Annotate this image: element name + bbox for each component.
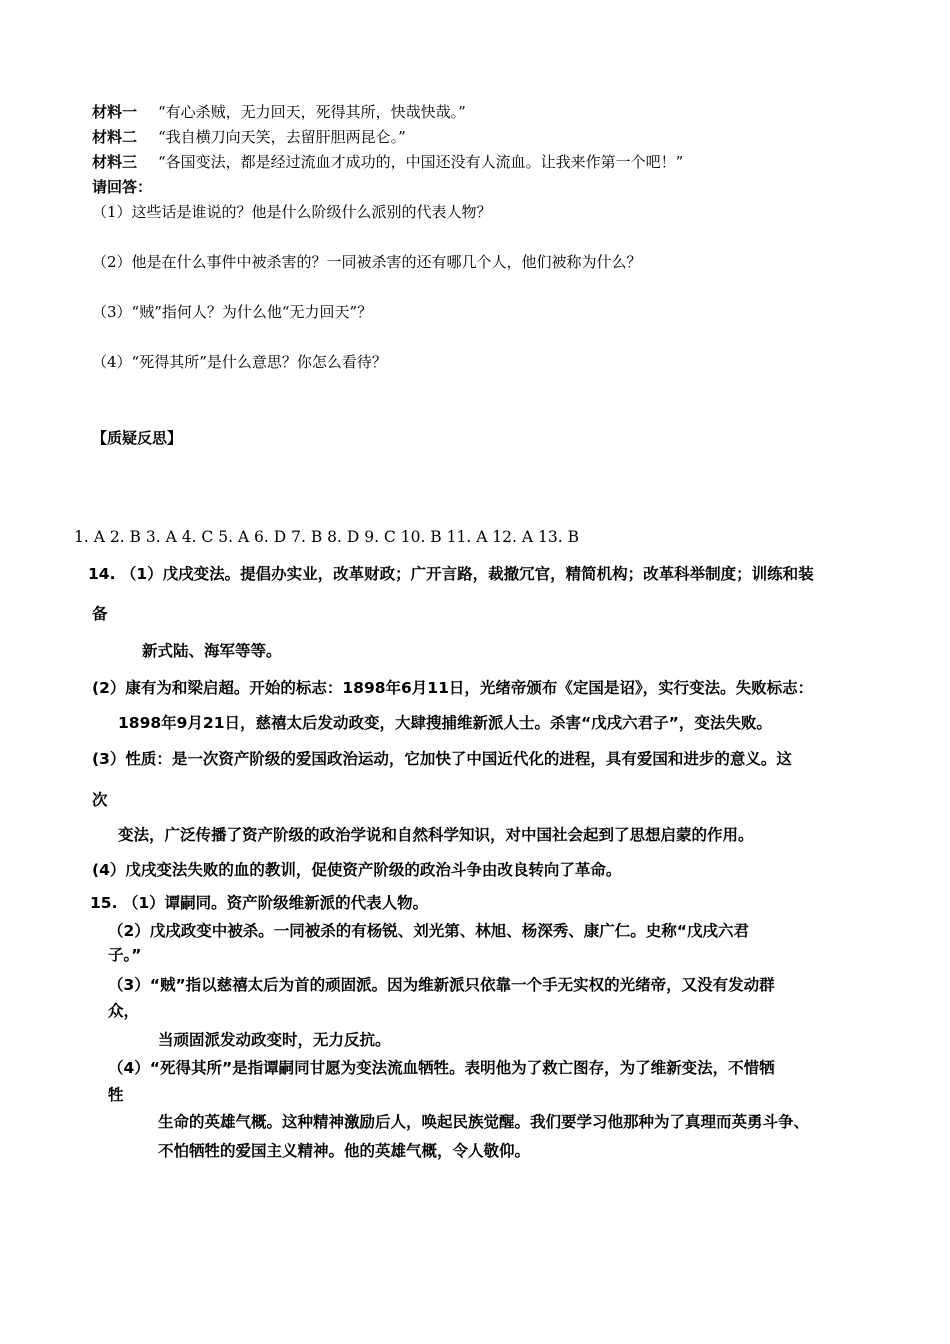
material-label: 材料一	[92, 103, 138, 121]
choice-answers: 1. A 2. B 3. A 4. C 5. A 6. D 7. B 8. D 9. C 10. B 11. A 12. A 13. B	[74, 528, 579, 546]
material-1	[92, 102, 466, 122]
answer-14-line: 备	[92, 605, 108, 623]
material-2	[92, 127, 406, 147]
answer-15-line: 当顽固派发动政变时，无力反抗。	[158, 1031, 391, 1049]
answer-14-line: (2）康有为和梁启超。开始的标志：1898年6月11日，光绪帝颁布《定国是诏》，实行变法。失败标志：	[92, 679, 814, 697]
answer-15-line: 牲	[108, 1086, 124, 1104]
answer-15-line: （2）戊戌政变中被杀。一同被杀的有杨锐、刘光第、林旭、杨深秀、康广仁。史称“戊戌六君	[108, 922, 749, 940]
material-quote: “有心杀贼，无力回天，死得其所，快哉快哉。”	[158, 103, 466, 121]
prompt-label: 请回答：	[92, 178, 153, 196]
question-3: （3）“贼”指何人？为什么他“无力回天”？	[92, 303, 373, 321]
material-label: 材料三	[92, 153, 138, 171]
answer-15-line: （3）“贼”指以慈禧太后为首的顽固派。因为维新派只依靠一个手无实权的光绪帝，又没有发动群	[108, 976, 775, 994]
answer-14-line: 新式陆、海军等等。	[142, 642, 282, 660]
material-quote: “各国变法，都是经过流血才成功的，中国还没有人流血。让我来作第一个吧！”	[158, 153, 684, 171]
answer-15-line: 子。”	[108, 946, 142, 964]
answer-15-line: （4）“死得其所”是指谭嗣同甘愿为变法流血牺牲。表明他为了救亡图存，为了维新变法，不惜牺	[108, 1059, 775, 1077]
answer-15-line: 不怕牺牲的爱国主义精神。他的英雄气概，令人敬仰。	[158, 1142, 531, 1160]
answer-14-line: 次	[92, 791, 108, 809]
answer-14-line: 1898年9月21日，慈禧太后发动政变，大肆搜捕维新派人士。杀害“戊戌六君子”，变法失败。	[118, 714, 772, 732]
material-3	[92, 152, 683, 172]
answer-14-line: 变法，广泛传播了资产阶级的政治学说和自然科学知识，对中国社会起到了思想启蒙的作用。	[118, 826, 754, 844]
answer-15-line: 众，	[108, 1002, 140, 1020]
answer-14-line: (3）性质：是一次资产阶级的爱国政治运动，它加快了中国近代化的进程，具有爱国和进步的意义。这	[92, 750, 792, 768]
reflection-heading: 【质疑反思】	[92, 429, 183, 447]
answer-15-line: 15. （1）谭嗣同。资产阶级维新派的代表人物。	[90, 894, 429, 912]
question-4: （4）“死得其所”是什么意思？你怎么看待？	[92, 353, 387, 371]
answer-14-line: 14. （1）戊戌变法。提倡办实业，改革财政；广开言路，裁撤冗官，精简机构；改革科举制度；训练和装	[88, 565, 814, 583]
material-label: 材料二	[92, 128, 138, 146]
question-1: （1）这些话是谁说的？他是什么阶级什么派别的代表人物？	[92, 203, 492, 221]
question-2: （2）他是在什么事件中被杀害的？一同被杀害的还有哪几个人，他们被称为什么？	[92, 253, 642, 271]
answer-14-line: (4）戊戌变法失败的血的教训，促使资产阶级的政治斗争由改良转向了革命。	[92, 861, 622, 879]
material-quote: “我自横刀向天笑，去留肝胆两昆仑。”	[158, 128, 406, 146]
answer-15-line: 生命的英雄气概。这种精神激励后人，唤起民族觉醒。我们要学习他那种为了真理而英勇斗争、	[158, 1113, 810, 1131]
